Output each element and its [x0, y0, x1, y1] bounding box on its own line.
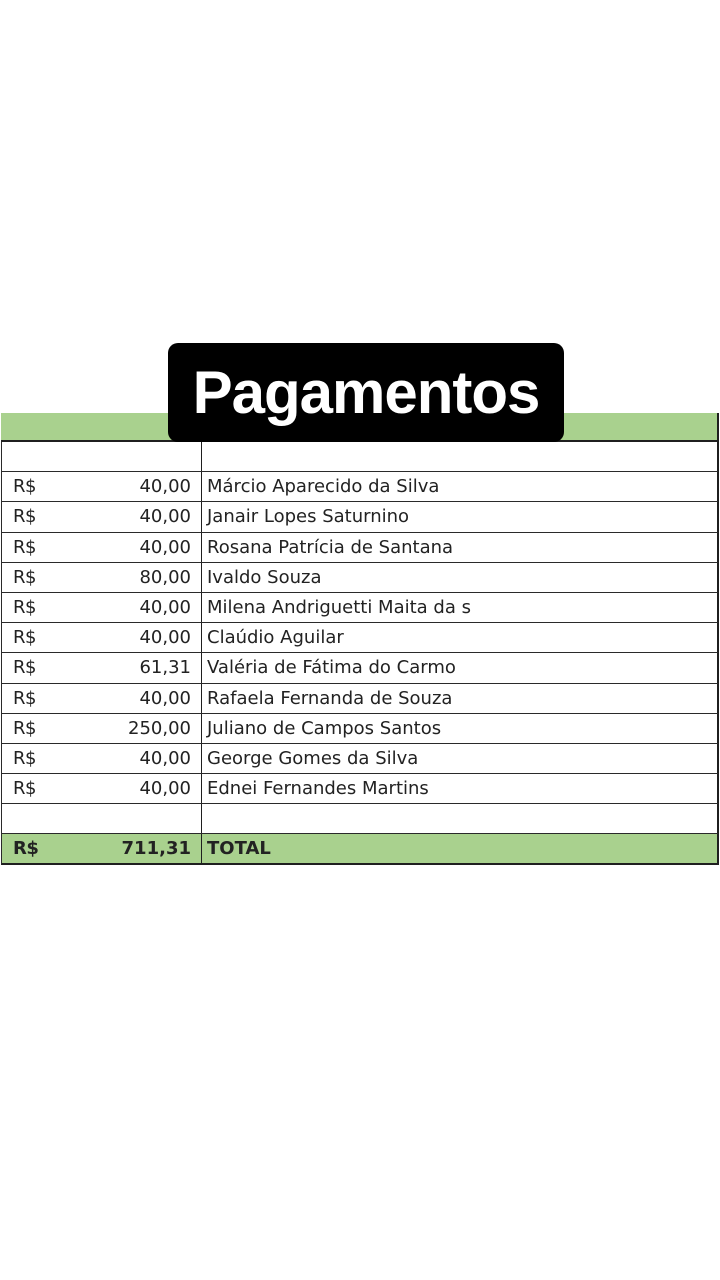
payee-name: Milena Andriguetti Maita da s [207, 597, 471, 619]
currency-symbol: R$ [13, 717, 36, 739]
currency-symbol: R$ [13, 566, 36, 588]
amount-cell [2, 442, 202, 471]
amount-value: 40,00 [139, 747, 191, 769]
total-amount: 711,31 [121, 838, 191, 860]
currency-symbol: R$ [13, 476, 36, 498]
total-amount-cell [2, 834, 202, 862]
table-row [1, 502, 719, 532]
currency-symbol: R$ [13, 597, 36, 619]
amount-value: 40,00 [139, 627, 191, 649]
name-cell [202, 804, 717, 833]
amount-value: 40,00 [139, 476, 191, 498]
payee-name: Márcio Aparecido da Silva [207, 476, 440, 498]
amount-value: 40,00 [139, 597, 191, 619]
table-row [1, 744, 719, 774]
payee-name: Ednei Fernandes Martins [207, 778, 429, 800]
payee-name: Juliano de Campos Santos [207, 717, 442, 739]
amount-cell [2, 744, 202, 773]
amount-cell [2, 502, 202, 531]
table-row [1, 472, 719, 502]
amount-cell [2, 563, 202, 592]
currency-symbol: R$ [13, 838, 39, 860]
table-row [1, 533, 719, 563]
table-row [1, 563, 719, 593]
amount-value: 61,31 [139, 657, 191, 679]
payee-name: Valéria de Fátima do Carmo [207, 657, 456, 679]
amount-cell [2, 804, 202, 833]
empty-row [1, 442, 719, 472]
currency-symbol: R$ [13, 687, 36, 709]
total-label: TOTAL [207, 838, 271, 860]
currency-symbol: R$ [13, 747, 36, 769]
currency-symbol: R$ [13, 778, 36, 800]
currency-symbol: R$ [13, 536, 36, 558]
amount-value: 250,00 [128, 717, 191, 739]
payee-name: George Gomes da Silva [207, 747, 419, 769]
amount-value: 40,00 [139, 506, 191, 528]
amount-cell [2, 593, 202, 622]
payments-table [1, 413, 719, 865]
currency-symbol: R$ [13, 627, 36, 649]
total-row [1, 834, 719, 864]
amount-cell [2, 684, 202, 713]
table-row [1, 653, 719, 683]
payee-name: Rafaela Fernanda de Souza [207, 687, 453, 709]
page-title: Pagamentos [168, 343, 564, 442]
amount-cell [2, 533, 202, 562]
table-row [1, 623, 719, 653]
table-row [1, 684, 719, 714]
table-row [1, 714, 719, 744]
name-cell [202, 442, 717, 471]
currency-symbol: R$ [13, 657, 36, 679]
empty-row [1, 804, 719, 834]
amount-value: 80,00 [139, 566, 191, 588]
table-row [1, 593, 719, 623]
payee-name: Claúdio Aguilar [207, 627, 344, 649]
amount-cell [2, 623, 202, 652]
payee-name: Rosana Patrícia de Santana [207, 536, 454, 558]
payee-name: Janair Lopes Saturnino [207, 506, 410, 528]
amount-value: 40,00 [139, 536, 191, 558]
amount-cell [2, 653, 202, 682]
amount-value: 40,00 [139, 778, 191, 800]
amount-cell [2, 774, 202, 803]
amount-cell [2, 472, 202, 501]
amount-value: 40,00 [139, 687, 191, 709]
payee-name: Ivaldo Souza [207, 566, 322, 588]
table-row [1, 774, 719, 804]
amount-cell [2, 714, 202, 743]
currency-symbol: R$ [13, 506, 36, 528]
